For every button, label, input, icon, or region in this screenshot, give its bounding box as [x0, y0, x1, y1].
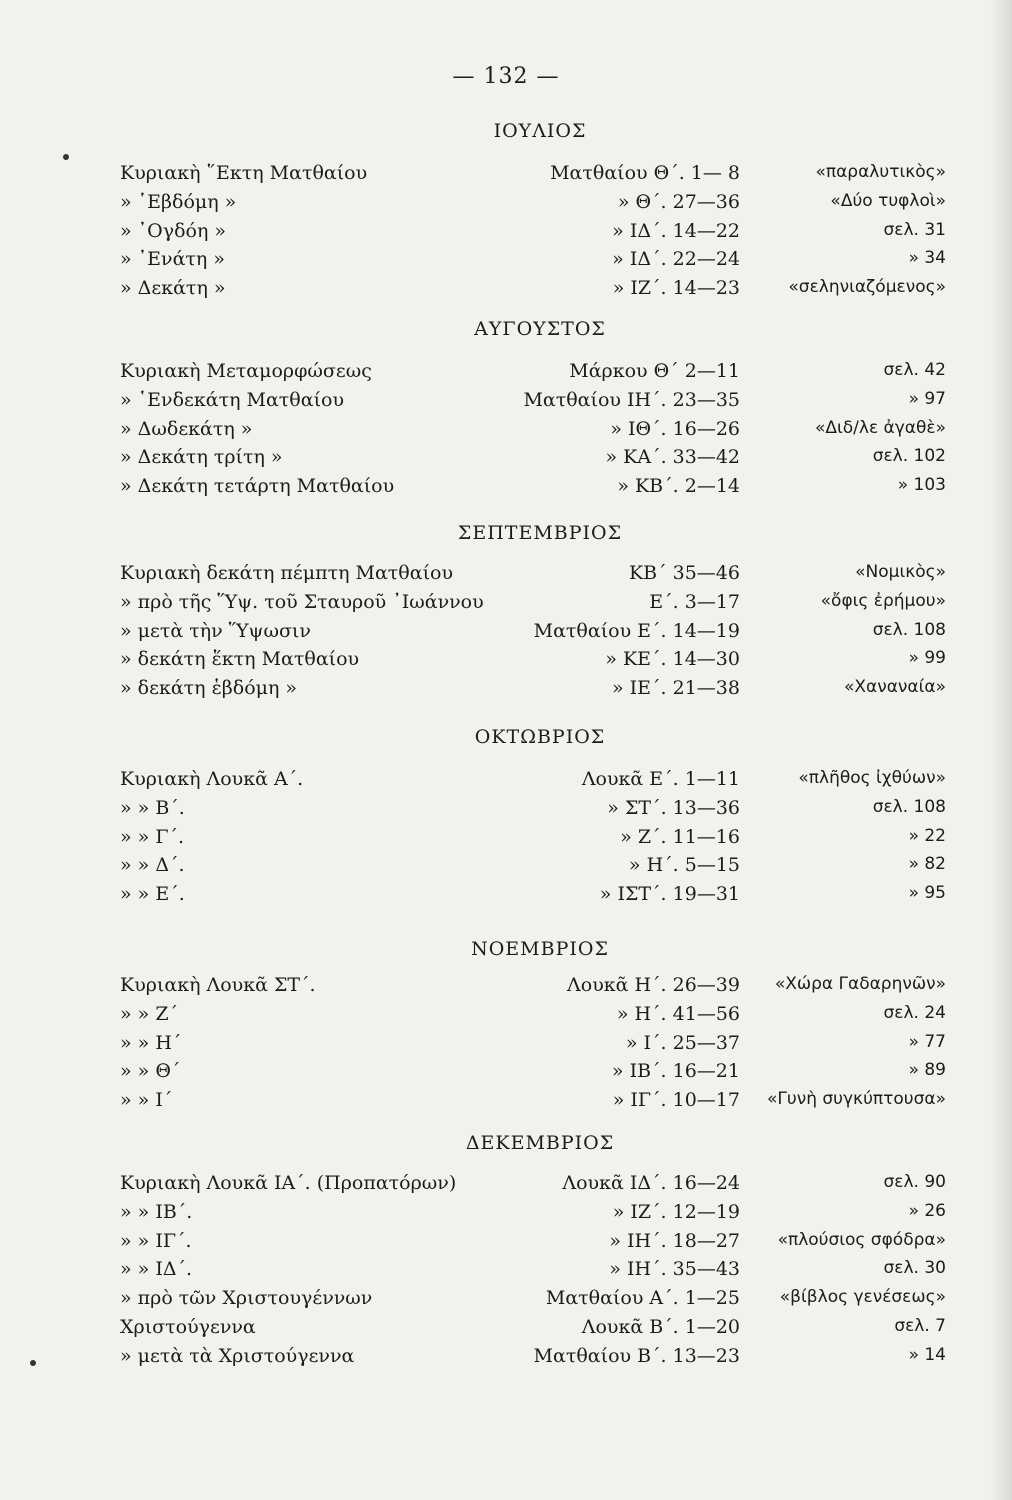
day-cell: » Δωδεκάτη » [120, 417, 253, 440]
reading-cell: » Ι΄. 25—37 [625, 1031, 740, 1054]
table-row [0, 220, 1012, 250]
table-row [0, 248, 1012, 278]
table-row [0, 1258, 1012, 1288]
table-row [0, 418, 1012, 448]
reading-cell: » Θ΄. 27—36 [617, 190, 740, 213]
day-cell: » » Γ΄. [120, 825, 185, 848]
day-cell: Κυριακὴ Μεταμορφώσεως [120, 360, 372, 382]
reading-cell: » ΙΒ΄. 16—21 [611, 1060, 740, 1083]
note-cell: » 14 [908, 1344, 946, 1365]
table-row [0, 620, 1012, 650]
table-row [0, 974, 1012, 1004]
day-cell: » δεκάτη ἑβδόμη » [120, 677, 298, 700]
reading-cell: » ΚΕ΄. 14—30 [605, 648, 740, 671]
note-cell: «Χώρα Γαδαρηνῶν» [774, 974, 946, 994]
reading-cell: » ΙΗ΄. 35—43 [609, 1258, 740, 1281]
day-cell: » » Ι΄ [120, 1089, 173, 1112]
month-heading: ΙΟΥΛΙΟΣ [493, 120, 587, 142]
day-cell: » ῾Εβδόμη » [120, 190, 237, 213]
note-cell: » 26 [908, 1200, 946, 1221]
table-row [0, 1032, 1012, 1062]
note-cell: «Δύο τυφλοὶ» [830, 190, 946, 211]
table-row [0, 1201, 1012, 1231]
day-cell: » Δεκάτη τετάρτη Ματθαίου [120, 475, 395, 498]
day-cell: » δεκάτη ἕκτη Ματθαίου [120, 648, 360, 671]
note-cell: » 34 [908, 248, 946, 269]
note-cell: σελ. 31 [883, 219, 946, 240]
reading-cell: » ΙΖ΄. 12—19 [612, 1200, 740, 1223]
table-row [0, 797, 1012, 827]
note-cell: » 22 [908, 825, 946, 846]
day-cell: Κυριακὴ Λουκᾶ ΣΤ΄. [120, 974, 316, 996]
table-row [0, 1003, 1012, 1033]
day-cell: » » Η΄ [120, 1031, 182, 1054]
ink-mark [63, 154, 69, 160]
reading-cell: » Ζ΄. 11—16 [620, 825, 740, 848]
note-cell: σελ. 24 [883, 1002, 946, 1023]
day-cell: » πρὸ τῶν Χριστουγέννων [120, 1287, 373, 1310]
reading-cell: » ΙΘ΄. 16—26 [610, 417, 740, 440]
day-cell: » ῾Ενδεκάτη Ματθαίου [120, 388, 345, 411]
reading-cell: » ΙΓ΄. 10—17 [612, 1089, 740, 1112]
table-row [0, 562, 1012, 592]
note-cell: » 99 [908, 648, 946, 669]
table-row [0, 1316, 1012, 1346]
table-row [0, 591, 1012, 621]
day-cell: Κυριακὴ Λουκᾶ Α΄. [120, 768, 304, 790]
table-row [0, 446, 1012, 476]
table-row [0, 1172, 1012, 1202]
day-cell: » » Β΄. [120, 796, 185, 819]
day-cell: Χριστούγεννα [120, 1316, 256, 1338]
note-cell: σελ. 90 [883, 1172, 946, 1192]
table-row [0, 1345, 1012, 1375]
reading-cell: » ΙΣΤ΄. 19—31 [599, 883, 740, 906]
month-heading: ΔΕΚΕΜΒΡΙΟΣ [465, 1132, 615, 1154]
day-cell: » » ΙΒ΄. [120, 1200, 193, 1223]
reading-cell: Ματθαίου Θ΄. 1— 8 [550, 162, 740, 184]
reading-cell: » Η΄. 41—56 [616, 1002, 740, 1025]
note-cell: σελ. 30 [883, 1258, 946, 1279]
reading-cell: » ΣΤ΄. 13—36 [607, 796, 740, 819]
reading-cell: Λουκᾶ Ε΄. 1—11 [581, 768, 740, 790]
day-cell: » μετὰ τὰ Χριστούγεννα [120, 1344, 355, 1367]
note-cell: » 95 [908, 883, 946, 904]
note-cell: «βίβλος γενέσεως» [779, 1287, 946, 1308]
day-cell: » ᾿Ογδόη » [120, 219, 227, 242]
reading-cell: Ε΄. 3—17 [649, 590, 740, 613]
note-cell: » 82 [908, 854, 946, 875]
table-row [0, 883, 1012, 913]
reading-cell: » ΚΑ΄. 33—42 [605, 446, 740, 469]
reading-cell: Ματθαίου ΙΗ΄. 23—35 [523, 388, 740, 411]
table-row [0, 162, 1012, 192]
note-cell: «παραλυτικὸς» [815, 162, 946, 182]
reading-cell: » ΚΒ΄. 2—14 [617, 475, 740, 498]
reading-cell: » ΙΗ΄. 18—27 [609, 1229, 740, 1252]
page-number: — 132 — [452, 64, 560, 89]
day-cell: » ᾿Ενάτη » [120, 248, 225, 271]
day-cell: » » Δ΄. [120, 854, 185, 877]
reading-cell: Ματθαίου Ε΄. 14—19 [533, 619, 740, 642]
reading-cell: Λουκᾶ Η΄. 26—39 [567, 974, 740, 996]
table-row [0, 191, 1012, 221]
table-row [0, 1060, 1012, 1090]
day-cell: » » Ε΄. [120, 883, 185, 906]
reading-cell: » ΙΕ΄. 21—38 [612, 677, 740, 700]
day-cell: » Δεκάτη » [120, 277, 226, 300]
table-row [0, 826, 1012, 856]
month-heading: ΣΕΠΤΕΜΒΡΙΟΣ [457, 522, 623, 544]
day-cell: » Δεκάτη τρίτη » [120, 446, 283, 469]
reading-cell: ΚΒ΄ 35—46 [628, 562, 740, 584]
note-cell: «σεληνιαζόμενος» [788, 277, 946, 298]
table-row [0, 360, 1012, 390]
note-cell: σελ. 108 [872, 796, 946, 817]
day-cell: » πρὸ τῆς Ὕψ. τοῦ Σταυροῦ ᾿Ιωάννου [120, 590, 484, 613]
reading-cell: Λουκᾶ ΙΔ΄. 16—24 [562, 1172, 740, 1194]
note-cell: » 77 [908, 1031, 946, 1052]
note-cell: » 97 [908, 388, 946, 409]
table-row [0, 1089, 1012, 1119]
note-cell: » 89 [908, 1060, 946, 1081]
table-row [0, 389, 1012, 419]
table-row [0, 1287, 1012, 1317]
table-row [0, 677, 1012, 707]
table-row [0, 475, 1012, 505]
month-heading: ΝΟΕΜΒΡΙΟΣ [471, 938, 609, 960]
reading-cell: » ΙΔ΄. 22—24 [612, 248, 740, 271]
note-cell: «Γυνὴ συγκύπτουσα» [767, 1089, 946, 1110]
day-cell: » μετὰ τὴν Ὕψωσιν [120, 619, 311, 642]
reading-cell: Ματθαίου Β΄. 13—23 [533, 1344, 740, 1367]
day-cell: Κυριακὴ Λουκᾶ ΙΑ΄. (Προπατόρων) [120, 1172, 457, 1194]
reading-cell: Λουκᾶ Β΄. 1—20 [581, 1316, 740, 1338]
note-cell: «πλῆθος ἰχθύων» [798, 768, 946, 788]
table-row [0, 277, 1012, 307]
note-cell: σελ. 108 [872, 619, 946, 640]
note-cell: σελ. 102 [872, 446, 946, 467]
note-cell: «Διδ/λε ἀγαθὲ» [814, 417, 946, 438]
table-row [0, 854, 1012, 884]
table-row [0, 648, 1012, 678]
table-row [0, 768, 1012, 798]
note-cell: «ὄφις ἐρήμου» [820, 590, 946, 611]
reading-cell: Μάρκου Θ΄ 2—11 [569, 360, 740, 382]
month-heading: ΑΥΓΟΥΣΤΟΣ [474, 318, 606, 340]
day-cell: Κυριακὴ δεκάτη πέμπτη Ματθαίου [120, 562, 454, 584]
reading-cell: » ΙΔ΄. 14—22 [612, 219, 740, 242]
day-cell: Κυριακὴ ῞Εκτη Ματθαίου [120, 162, 368, 184]
reading-cell: » ΙΖ΄. 14—23 [612, 277, 740, 300]
reading-cell: » Η΄. 5—15 [628, 854, 740, 877]
day-cell: » » Ζ΄ [120, 1002, 179, 1025]
day-cell: » » ΙΔ΄. [120, 1258, 193, 1281]
table-row [0, 1230, 1012, 1260]
day-cell: » » Θ΄ [120, 1060, 181, 1083]
note-cell: » 103 [897, 475, 946, 496]
month-heading: ΟΚΤΩΒΡΙΟΣ [474, 726, 606, 748]
reading-cell: Ματθαίου Α΄. 1—25 [545, 1287, 740, 1310]
note-cell: «πλούσιος σφόδρα» [777, 1229, 946, 1250]
note-cell: «Χαναναία» [843, 677, 946, 698]
note-cell: σελ. 7 [894, 1316, 946, 1336]
note-cell: σελ. 42 [883, 360, 946, 380]
day-cell: » » ΙΓ΄. [120, 1229, 192, 1252]
note-cell: «Νομικὸς» [855, 562, 946, 582]
